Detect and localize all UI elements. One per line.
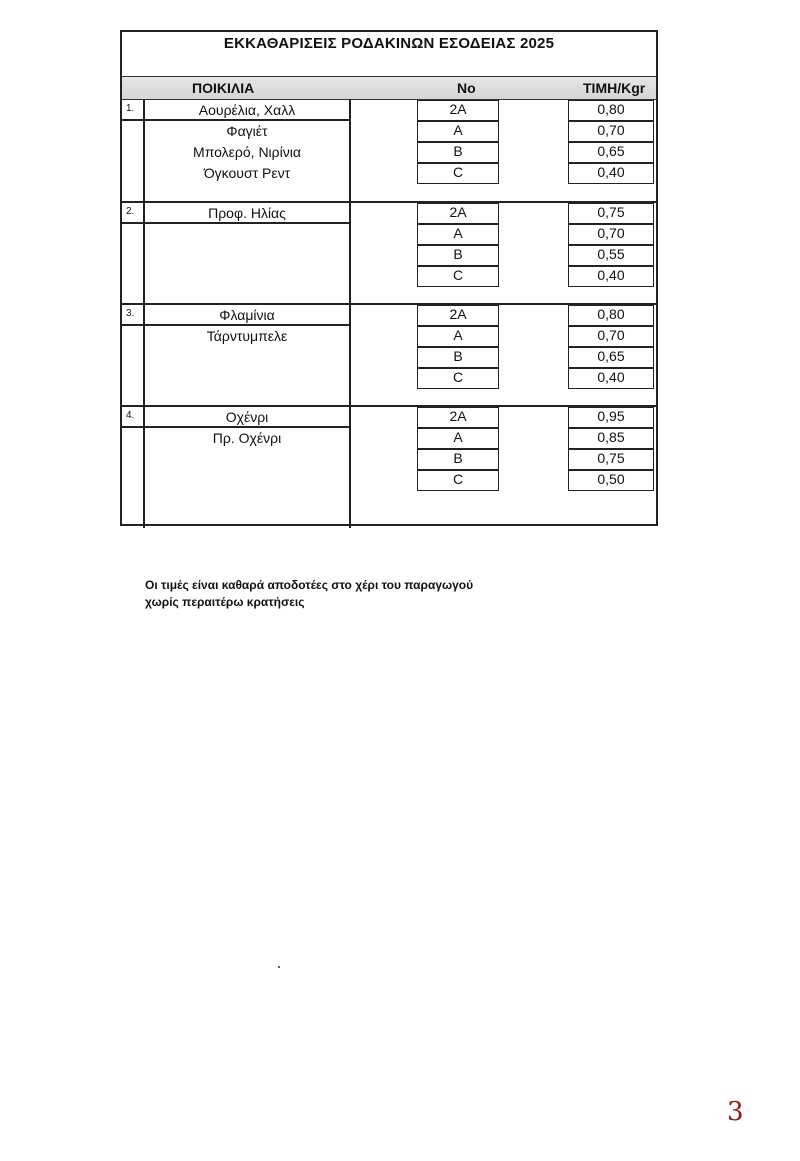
speck [278, 966, 280, 968]
grade-cell: B [417, 347, 499, 368]
grade-cell: 2A [417, 407, 499, 428]
variety-name: Φλαμίνια [219, 307, 275, 323]
price-table [120, 30, 658, 526]
variety-name: Μπολερό, Νιρίνια [193, 144, 301, 160]
footnote [145, 577, 473, 611]
grade-cell: 2A [417, 305, 499, 326]
table-header [122, 76, 656, 100]
variety-name: Όγκουστ Ρεντ [203, 165, 291, 181]
price-cell: 0,70 [568, 224, 654, 245]
variety-name: Αουρέλια, Χαλλ [198, 102, 296, 118]
grade-cell: 2A [417, 203, 499, 224]
price-cell: 0,55 [568, 245, 654, 266]
group-index: 4. [126, 410, 135, 421]
header-variety: ΠΟΙΚΙΛΙΑ [192, 80, 255, 96]
grade-cell: C [417, 368, 499, 389]
price-cell: 0,80 [568, 305, 654, 326]
variety-column-line [349, 100, 351, 528]
price-cell: 0,65 [568, 142, 654, 163]
price-cell: 0,70 [568, 326, 654, 347]
price-cell: 0,40 [568, 266, 654, 287]
grade-cell: A [417, 326, 499, 347]
grade-cell: A [417, 428, 499, 449]
variety-name: Οχένρι [225, 409, 269, 425]
grade-cell: 2A [417, 100, 499, 121]
grade-cell: B [417, 449, 499, 470]
variety-name: Πρ. Οχένρι [212, 430, 282, 446]
footnote-line-2: χωρίς περαιτέρω κρατήσεις [145, 595, 305, 609]
price-cell: 0,75 [568, 449, 654, 470]
grade-cell: C [417, 163, 499, 184]
grade-cell: A [417, 121, 499, 142]
price-cell: 0,75 [568, 203, 654, 224]
grade-cell: C [417, 470, 499, 491]
group-index: 1. [126, 103, 135, 114]
price-cell: 0,85 [568, 428, 654, 449]
grade-cell: B [417, 142, 499, 163]
header-no: No [457, 80, 476, 96]
variety-name: Φαγιέτ [226, 123, 268, 139]
table-title: ΕΚΚΑΘΑΡΙΣΕΙΣ ΡΟΔΑΚΙΝΩΝ ΕΣΟΔΕΙΑΣ 2025 [223, 35, 555, 52]
group-index: 3. [126, 308, 135, 319]
price-cell: 0,95 [568, 407, 654, 428]
group-index: 2. [126, 206, 135, 217]
price-cell: 0,40 [568, 163, 654, 184]
grade-cell: C [417, 266, 499, 287]
price-cell: 0,80 [568, 100, 654, 121]
footnote-line-1: Οι τιμές είναι καθαρά αποδοτέες στο χέρι του παραγωγού [145, 578, 474, 592]
price-cell: 0,50 [568, 470, 654, 491]
page-number: 3 [727, 1097, 744, 1127]
price-cell: 0,70 [568, 121, 654, 142]
price-cell: 0,65 [568, 347, 654, 368]
variety-name: Προφ. Ηλίας [208, 205, 286, 221]
header-price: ΤΙΜΗ/Kgr [583, 80, 646, 96]
grade-cell: A [417, 224, 499, 245]
variety-name: Τάρντυμπελε [206, 328, 288, 344]
price-cell: 0,40 [568, 368, 654, 389]
grade-cell: B [417, 245, 499, 266]
